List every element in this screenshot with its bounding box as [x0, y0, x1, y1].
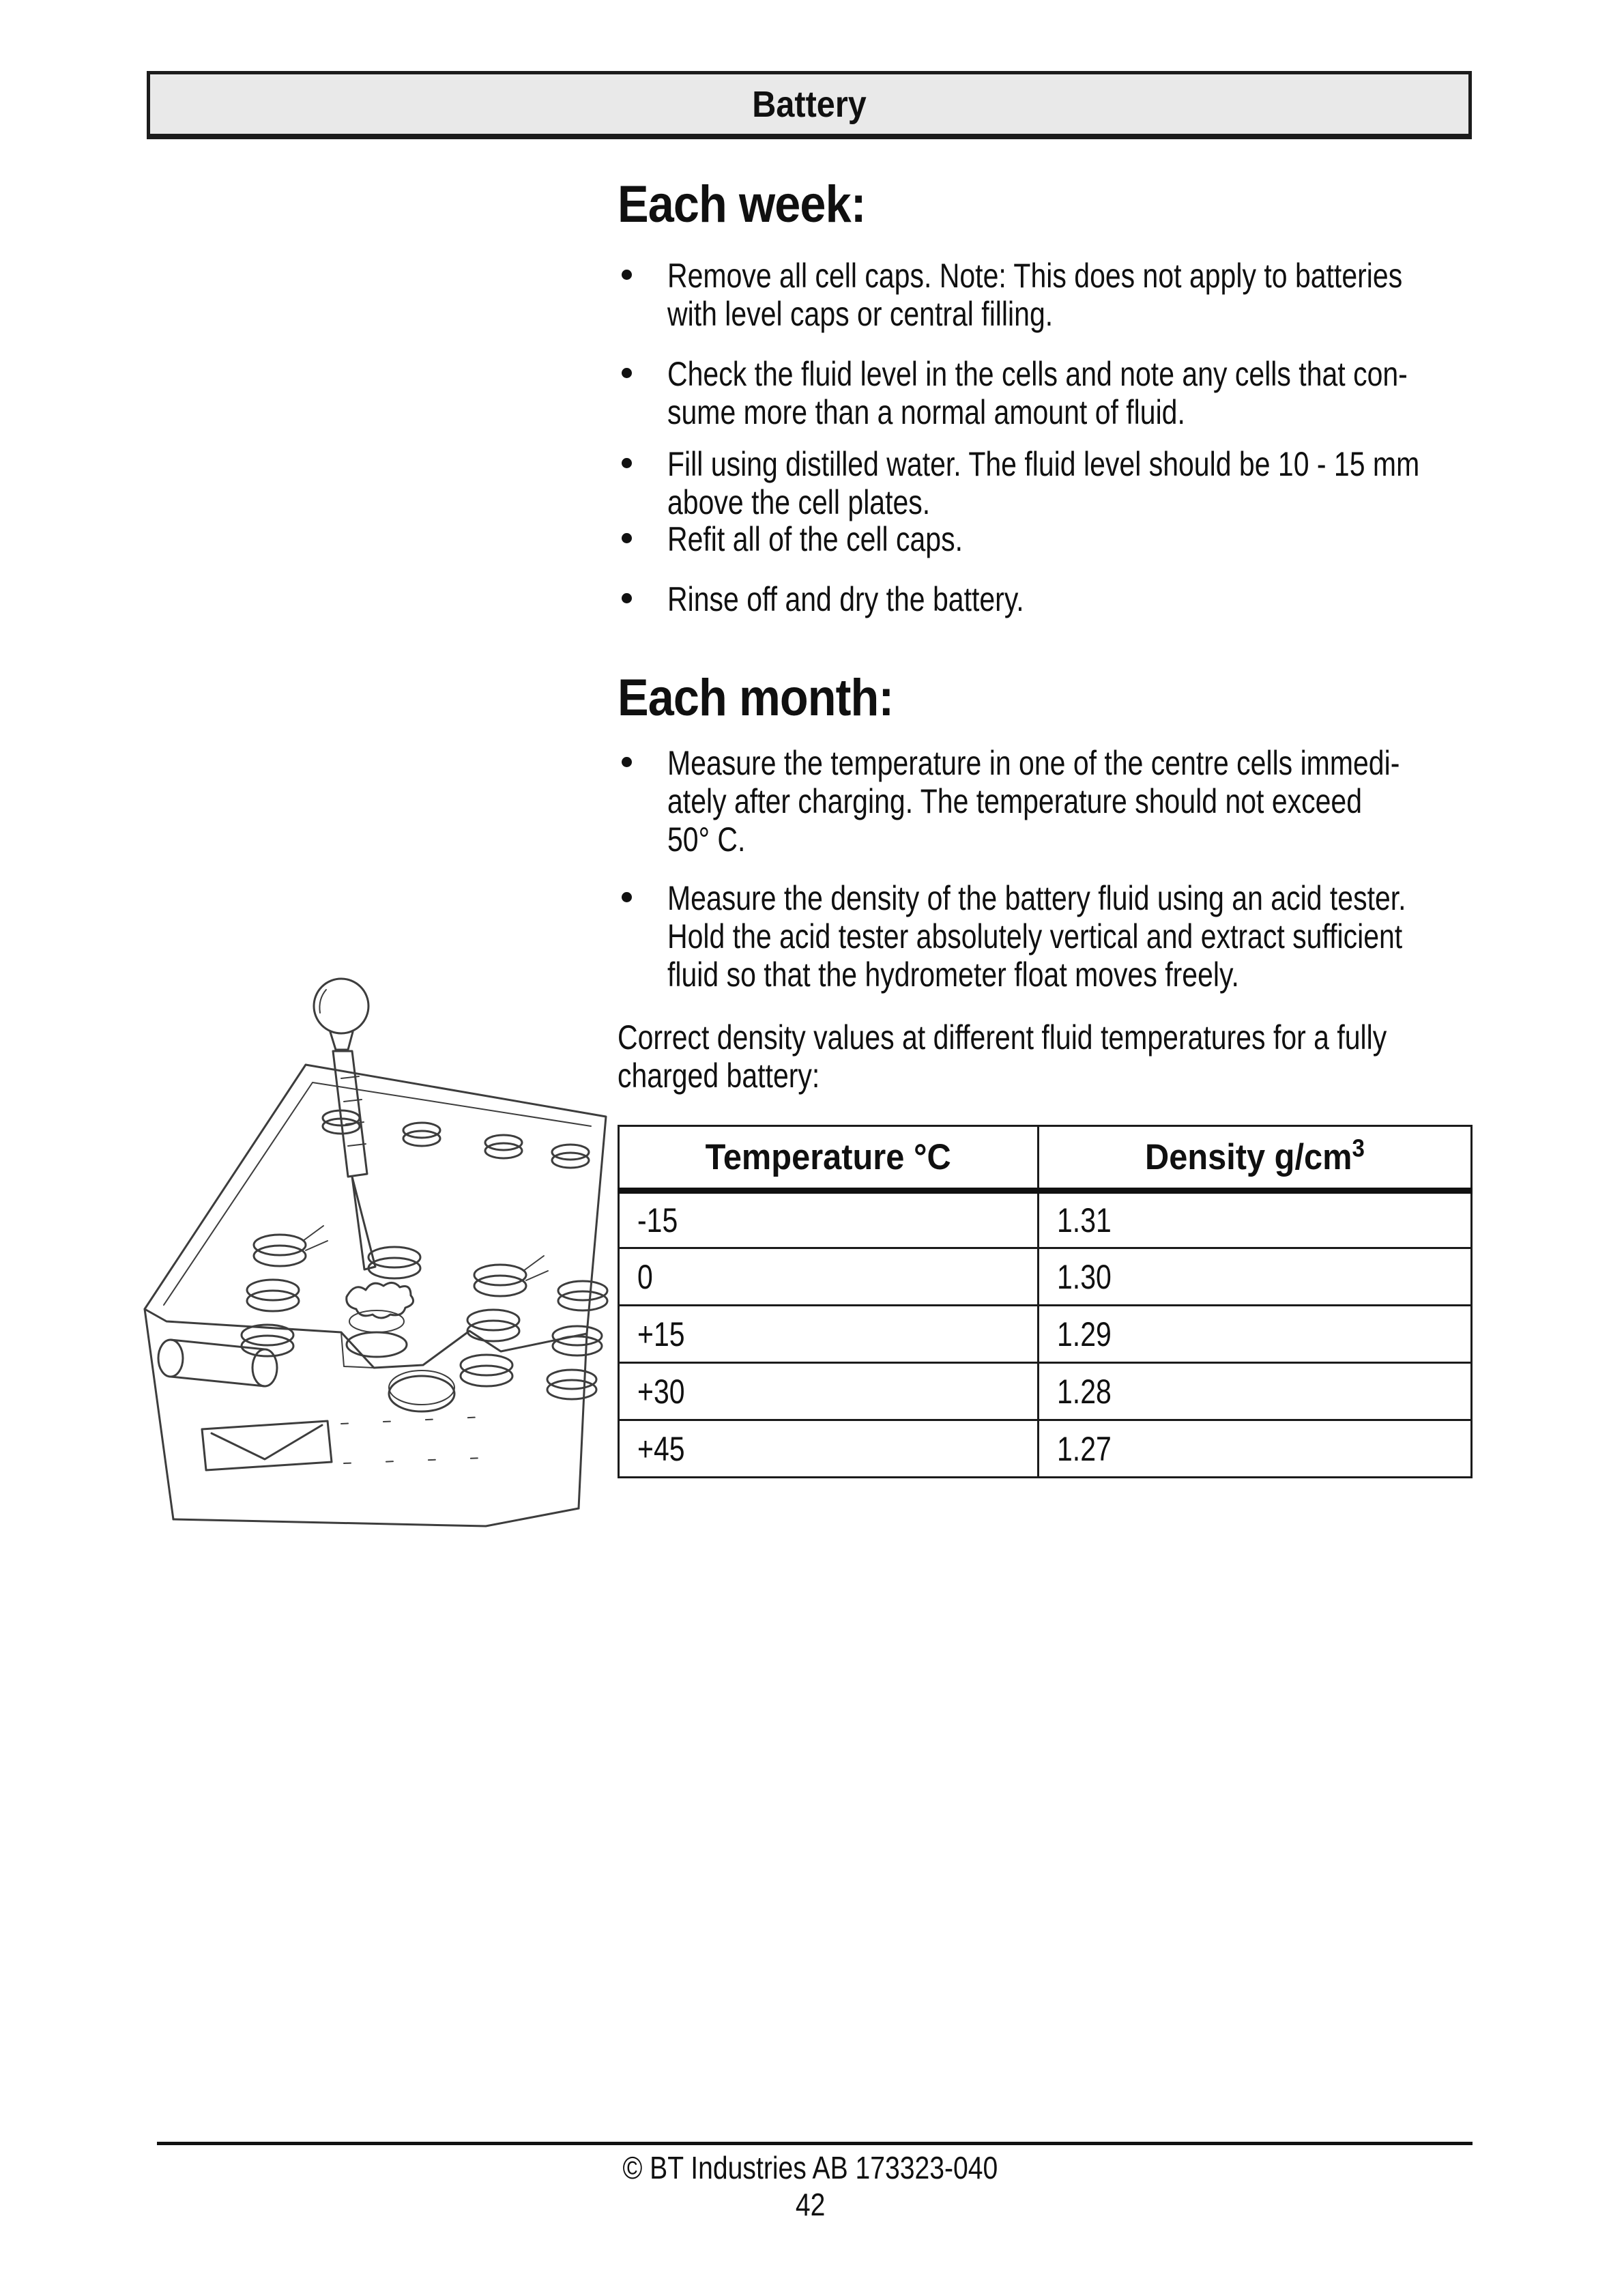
list-item-line: Measure the density of the battery fluid using an acid tester.	[667, 879, 1406, 917]
list-item-line: sume more than a normal amount of fluid.	[667, 393, 1185, 431]
list-item	[618, 355, 1525, 431]
temperature-cell: 0	[619, 1248, 1039, 1306]
list-item-line: Measure the temperature in one of the centre cells immedi-	[667, 744, 1400, 782]
bullet-icon	[622, 593, 632, 603]
density-intro-paragraph	[618, 1018, 1505, 1095]
table-row	[619, 1306, 1472, 1363]
table-row	[619, 1191, 1472, 1248]
list-item-line: Rinse off and dry the battery.	[667, 580, 1024, 618]
density-column-header	[1039, 1126, 1472, 1191]
bullet-icon	[622, 892, 632, 902]
temperature-cell: +45	[619, 1420, 1039, 1478]
battery-illustration	[101, 947, 621, 1527]
table-header-row	[619, 1126, 1472, 1191]
list-item-line: ately after charging. The temperature should not exceed	[667, 782, 1363, 820]
density-header-label: Density g/cm	[1145, 1137, 1352, 1177]
list-item-line: Hold the acid tester absolutely vertical and extract sufficient	[667, 917, 1403, 956]
density-table	[618, 1125, 1473, 1478]
bullet-icon	[622, 270, 632, 280]
list-item	[618, 744, 1525, 859]
temperature-cell: +15	[619, 1306, 1039, 1363]
bullet-icon	[622, 533, 632, 543]
footer-copyright: © BT Industries AB 173323-040	[622, 2150, 998, 2185]
list-item	[618, 257, 1525, 333]
paragraph-line: Correct density values at different fluid temperatures for a fully	[618, 1018, 1387, 1057]
density-cell: 1.30	[1039, 1248, 1472, 1306]
density-cell: 1.27	[1039, 1420, 1472, 1478]
temperature-column-header	[619, 1126, 1039, 1191]
list-item-line: fluid so that the hydrometer float moves freely.	[667, 956, 1239, 994]
section-heading-week: Each week:	[618, 175, 866, 233]
density-cell: 1.29	[1039, 1306, 1472, 1363]
density-cell: 1.31	[1039, 1191, 1472, 1248]
bullet-icon	[622, 368, 632, 378]
bullet-icon	[622, 757, 632, 767]
temperature-header-label: Temperature °C	[705, 1137, 952, 1177]
paragraph-line: charged battery:	[618, 1057, 820, 1095]
page-header-box	[147, 71, 1472, 139]
table-row	[619, 1420, 1472, 1478]
list-item	[618, 520, 1525, 558]
page-title: Battery	[752, 83, 867, 125]
table-row	[619, 1363, 1472, 1420]
density-cell: 1.28	[1039, 1363, 1472, 1420]
list-item	[618, 580, 1525, 618]
temperature-cell: -15	[619, 1191, 1039, 1248]
list-item	[618, 879, 1525, 994]
list-item-line: Fill using distilled water. The fluid level should be 10 - 15 mm	[667, 445, 1420, 483]
bullet-icon	[622, 458, 632, 468]
list-item-line: Check the fluid level in the cells and note any cells that con-	[667, 355, 1408, 393]
list-item-line: with level caps or central filling.	[667, 295, 1054, 333]
page-number: 42	[795, 2187, 826, 2222]
footer-divider	[157, 2142, 1473, 2145]
list-item-line: Remove all cell caps. Note: This does not apply to batteries	[667, 257, 1403, 295]
temperature-cell: +30	[619, 1363, 1039, 1420]
density-header-superscript: 3	[1352, 1134, 1365, 1162]
list-item	[618, 445, 1525, 521]
section-heading-month: Each month:	[618, 669, 894, 727]
table-row	[619, 1248, 1472, 1306]
list-item-line: Refit all of the cell caps.	[667, 520, 963, 558]
list-item-line: 50° C.	[667, 820, 746, 859]
list-item-line: above the cell plates.	[667, 483, 931, 521]
